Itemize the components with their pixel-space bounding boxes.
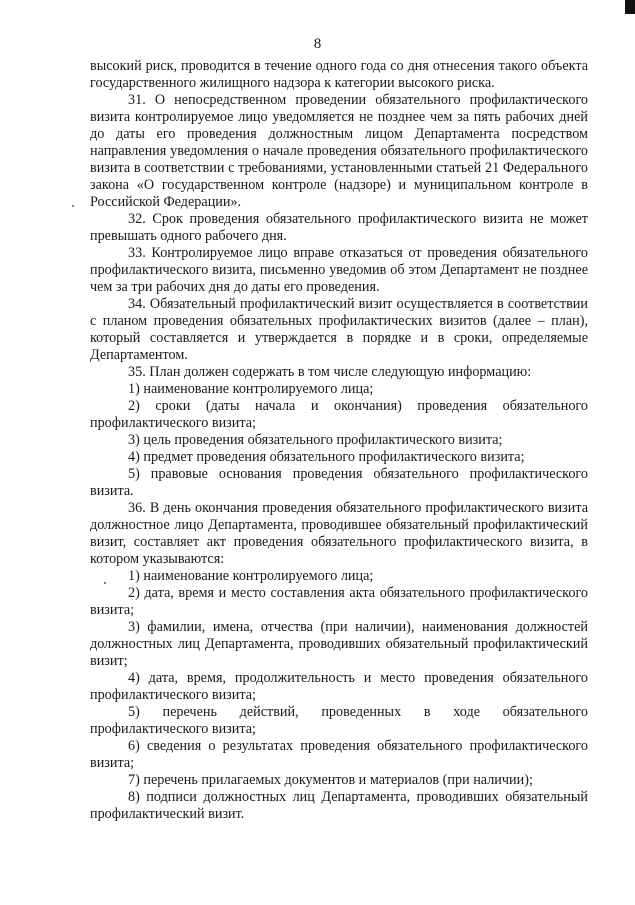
list-item-36-2: 2) дата, время и место составления акта обязательного профилактического визита; bbox=[90, 585, 588, 618]
list-item-36-6: 6) сведения о результатах проведения обязательного профилактического визита; bbox=[90, 738, 588, 771]
paragraph-31: 31. О непосредственном проведении обязательного профилактического визита контролируемое лицо уведомляется не позднее чем за пять рабочих дней до даты его проведения должностным лицом Департамента посредством направления уведомления о начале проведения обязательного профилактического визита в соответствии с требованиями, установленными статьей 21 Федерального закона «О государственном контроле (надзоре) и муниципальном контроле в Российской Федерации». bbox=[90, 92, 588, 210]
scan-corner-mark bbox=[625, 0, 635, 14]
paragraph-33: 33. Контролируемое лицо вправе отказаться от проведения обязательного профилактического визита, письменно уведомив об этом Департамент не позднее чем за три рабочих дня до даты его проведения. bbox=[90, 245, 588, 295]
list-item-36-1: 1) наименование контролируемого лица; bbox=[128, 568, 374, 584]
paragraph-32: 32. Срок проведения обязательного профилактического визита не может превышать одного рабочего дня. bbox=[90, 211, 588, 244]
scan-speck bbox=[72, 205, 74, 207]
paragraph-35: 35. План должен содержать в том числе следующую информацию: bbox=[128, 364, 532, 380]
list-item-36-8: 8) подписи должностных лиц Департамента, проводивших обязательный профилактический визит. bbox=[90, 789, 588, 822]
page-number: 8 bbox=[313, 36, 322, 52]
list-item-35-4: 4) предмет проведения обязательного профилактического визита; bbox=[128, 449, 525, 465]
paragraph-34: 34. Обязательный профилактический визит осуществляется в соответствии с планом проведения обязательных профилактических визитов (далее – план), который составляется и утверждается в порядке и в сроки, определяемые Департаментом. bbox=[90, 296, 588, 363]
list-item-36-5: 5) перечень действий, проведенных в ходе обязательного профилактического визита; bbox=[90, 704, 588, 737]
list-item-36-7: 7) перечень прилагаемых документов и материалов (при наличии); bbox=[128, 772, 533, 788]
paragraph-36: 36. В день окончания проведения обязательного профилактического визита должностное лицо Департамента, проводившее обязательный профилактический визит, составляет акт проведения обязательного профилактического визита, в котором указываются: bbox=[90, 500, 588, 567]
list-item-35-2: 2) сроки (даты начала и окончания) проведения обязательного профилактического визита; bbox=[90, 398, 588, 431]
list-item-35-3: 3) цель проведения обязательного профилактического визита; bbox=[128, 432, 503, 448]
list-item-35-1: 1) наименование контролируемого лица; bbox=[128, 381, 374, 397]
list-item-36-4: 4) дата, время, продолжительность и место проведения обязательного профилактического визита; bbox=[90, 670, 588, 703]
document-body bbox=[90, 58, 588, 823]
list-item-36-3: 3) фамилии, имена, отчества (при наличии), наименования должностей должностных лиц Департамента, проводивших обязательный профилактический визит; bbox=[90, 619, 588, 669]
list-item-35-5: 5) правовые основания проведения обязательного профилактического визита. bbox=[90, 466, 588, 499]
paragraph-continuation: высокий риск, проводится в течение одного года со дня отнесения такого объекта государственного жилищного надзора к категории высокого риска. bbox=[90, 58, 588, 91]
